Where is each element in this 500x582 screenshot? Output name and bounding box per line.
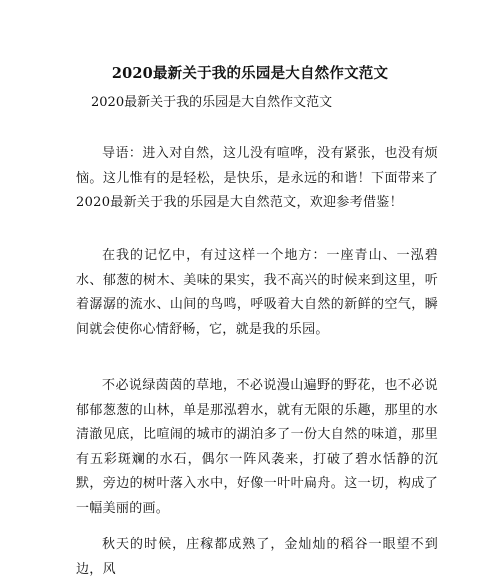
document-title: 2020最新关于我的乐园是大自然作文范文 <box>111 65 389 82</box>
paragraph-autumn: 秋天的时候，庄稼都成熟了，金灿灿的稻谷一眼望不到边，风 <box>76 537 438 577</box>
document-subtitle: 2020最新关于我的乐园是大自然作文范文 <box>91 95 333 110</box>
paragraph-memory: 在我的记忆中，有过这样一个地方：一座青山、一泓碧水、郁葱的树木、美味的果实，我不高兴的时候来到这里，听着潺潺的流水、山间的鸟鸣，呼吸着大自然的新鲜的空气，瞬间就会使你心情舒畅，它，就是我的乐园。 <box>76 248 438 337</box>
paragraph-water: 不必说绿茵茵的草地，不必说漫山遍野的野花，也不必说郁郁葱葱的山林，单是那泓碧水，就有无限的乐趣，那里的水清澈见底，比喧闹的城市的湖泊多了一份大自然的味道，那里有五彩斑斓的水石，偶尔一阵风袭来，打破了碧水恬静的沉默，旁边的树叶落入水中，好像一叶叶扁舟。这一切，构成了一幅美丽的画。 <box>76 378 438 516</box>
paragraph-intro: 导语：进入对自然，这儿没有喧哗，没有紧张，也没有烦恼。这儿惟有的是轻松，是快乐，是永远的和谐！下面带来了2020最新关于我的乐园是大自然范文，欢迎参考借鉴！ <box>76 146 438 211</box>
